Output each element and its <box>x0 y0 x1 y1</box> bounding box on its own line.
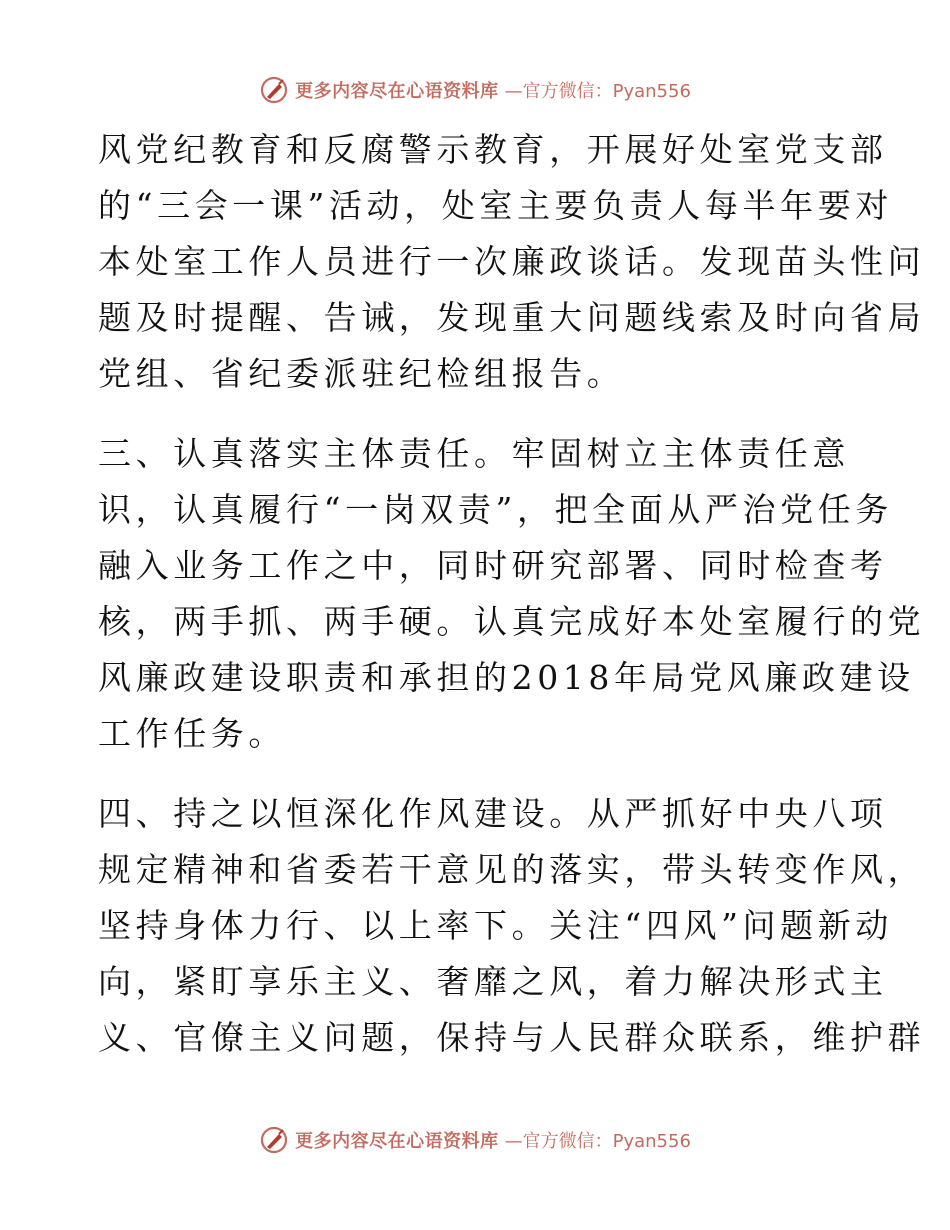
text-line: 核，两手抓、两手硬。认真完成好本处室履行的党 <box>98 602 926 641</box>
text-line: 风党纪教育和反腐警示教育，开展好处室党支部 <box>98 130 888 169</box>
text-line: 坚持身体力行、以上率下。关注“四风”问题新动 <box>98 906 893 945</box>
footer-site-text: 更多内容尽在心语资料库 <box>295 1131 499 1152</box>
paragraph <box>98 122 926 402</box>
text-line: 题及时提醒、告诫，发现重大问题线索及时向省局 <box>98 298 926 337</box>
text-line: 融入业务工作之中，同时研究部署、同时检查考 <box>98 546 888 585</box>
document-body <box>98 122 926 1066</box>
text-line: 的“三会一课”活动，处室主要负责人每半年要对 <box>98 186 893 225</box>
text-line: 识，认真履行“一岗双责”，把全面从严治党任务 <box>98 490 893 529</box>
text-line: 三、认真落实主体责任。牢固树立主体责任意 <box>98 434 850 473</box>
header-site-text: 更多内容尽在心语资料库 <box>295 81 499 102</box>
text-line: 四、持之以恒深化作风建设。从严抓好中央八项 <box>98 794 888 833</box>
quill-logo-icon <box>259 1125 289 1155</box>
text-line: 向，紧盯享乐主义、奢靡之风，着力解决形式主 <box>98 962 888 1001</box>
header-watermark <box>0 70 950 110</box>
quill-logo-icon <box>259 75 289 105</box>
footer-wechat-text: —官方微信：Pyan556 <box>504 1131 691 1152</box>
paragraph <box>98 426 926 762</box>
text-line: 义、官僚主义问题，保持与人民群众联系，维护群 <box>98 1018 926 1057</box>
footer-watermark <box>0 1120 950 1160</box>
text-line: 工作任务。 <box>98 714 286 753</box>
text-line: 本处室工作人员进行一次廉政谈话。发现苗头性问 <box>98 242 926 281</box>
paragraph <box>98 786 926 1066</box>
text-line: 风廉政建设职责和承担的2018年局党风廉政建设 <box>98 658 915 697</box>
text-line: 党组、省纪委派驻纪检组报告。 <box>98 354 625 393</box>
text-line: 规定精神和省委若干意见的落实，带头转变作风， <box>98 850 926 889</box>
header-wechat-text: —官方微信：Pyan556 <box>504 81 691 102</box>
